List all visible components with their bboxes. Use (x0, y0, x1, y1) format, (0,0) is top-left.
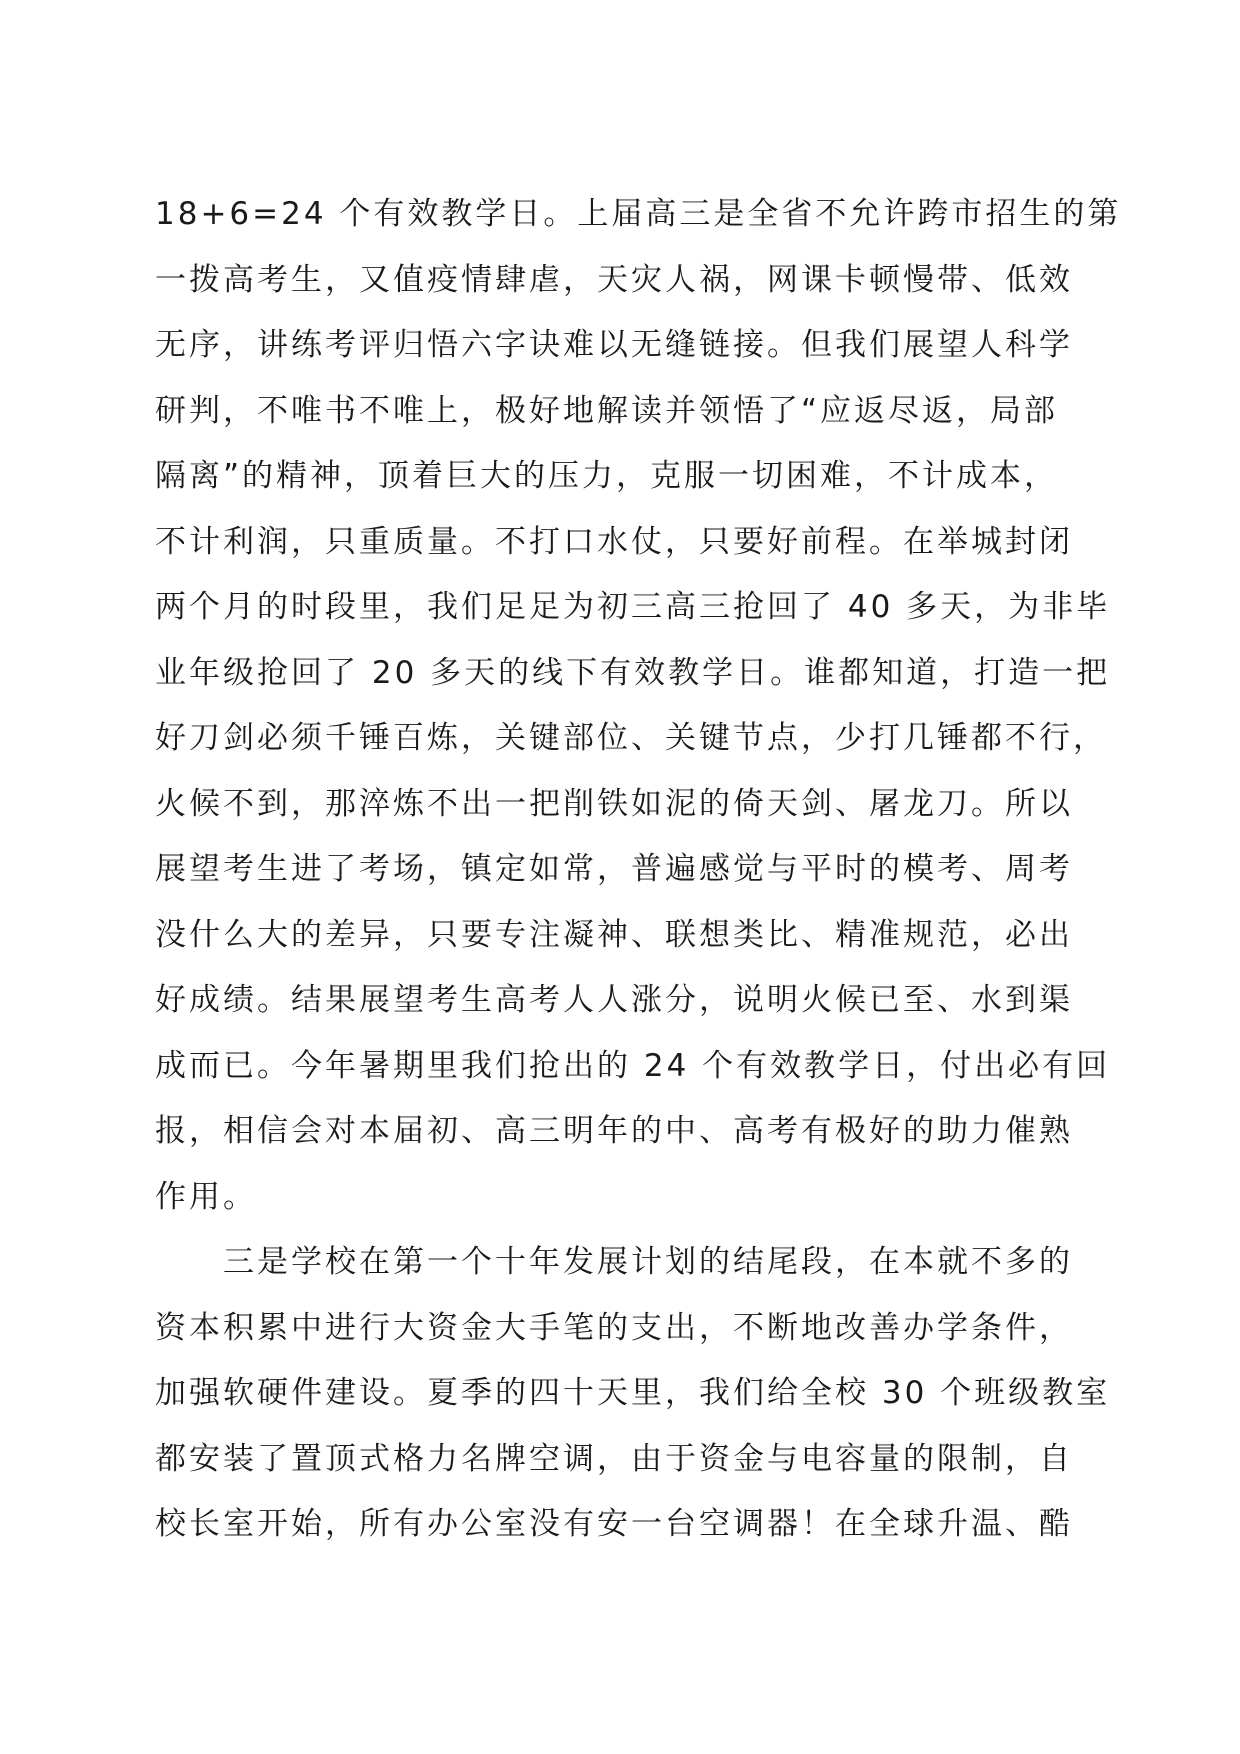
text-line: 研判，不唯书不唯上，极好地解读并领悟了“应返尽返，局部 (155, 392, 1059, 429)
text-line: 两个月的时段里，我们足足为初三高三抢回了 40 多天，为非毕 (155, 589, 1111, 625)
text-line: 没什么大的差异，只要专注凝神、联想类比、精准规范，必出 (155, 916, 1073, 953)
text-line: 展望考生进了考场，镇定如常，普遍感觉与平时的模考、周考 (155, 851, 1073, 887)
text-line: 好成绩。结果展望考生高考人人涨分，说明火候已至、水到渠 (155, 982, 1073, 1018)
text-line: 不计利润，只重质量。不打口水仗，只要好前程。在举城封闭 (155, 523, 1073, 560)
text-line: 一拨高考生，又值疫情肆虐，天灾人祸，网课卡顿慢带、低效 (155, 261, 1073, 298)
text-line: 报，相信会对本届初、高三明年的中、高考有极好的助力催熟 (155, 1113, 1073, 1149)
text-line: 隔离”的精神，顶着巨大的压力，克服一切困难，不计成本， (155, 458, 1059, 494)
paragraph-start-line: 三是学校在第一个十年发展计划的结尾段，在本就不多的 (223, 1244, 1073, 1280)
text-line: 无序，讲练考评归悟六字诀难以无缝链接。但我们展望人科学 (155, 327, 1073, 363)
text-line: 资本积累中进行大资金大手笔的支出，不断地改善办学条件， (155, 1309, 1073, 1346)
text-line: 火候不到，那淬炼不出一把削铁如泥的倚天剑、屠龙刀。所以 (155, 785, 1073, 822)
body-text (155, 188, 1122, 1564)
text-line: 作用。 (155, 1178, 257, 1215)
text-line: 业年级抢回了 20 多天的线下有效教学日。谁都知道，打造一把 (155, 654, 1111, 691)
text-line: 成而已。今年暑期里我们抢出的 24 个有效教学日，付出必有回 (155, 1047, 1111, 1084)
text-line: 校长室开始，所有办公室没有安一台空调器！在全球升温、酷 (155, 1506, 1073, 1542)
text-line: 加强软硬件建设。夏季的四十天里，我们给全校 30 个班级教室 (155, 1375, 1111, 1411)
text-line: 18+6=24 个有效教学日。上届高三是全省不允许跨市招生的第 (155, 196, 1122, 232)
text-line: 好刀剑必须千锤百炼，关键部位、关键节点，少打几锤都不行， (155, 720, 1107, 756)
text-line: 都安装了置顶式格力名牌空调，由于资金与电容量的限制，自 (155, 1440, 1073, 1477)
